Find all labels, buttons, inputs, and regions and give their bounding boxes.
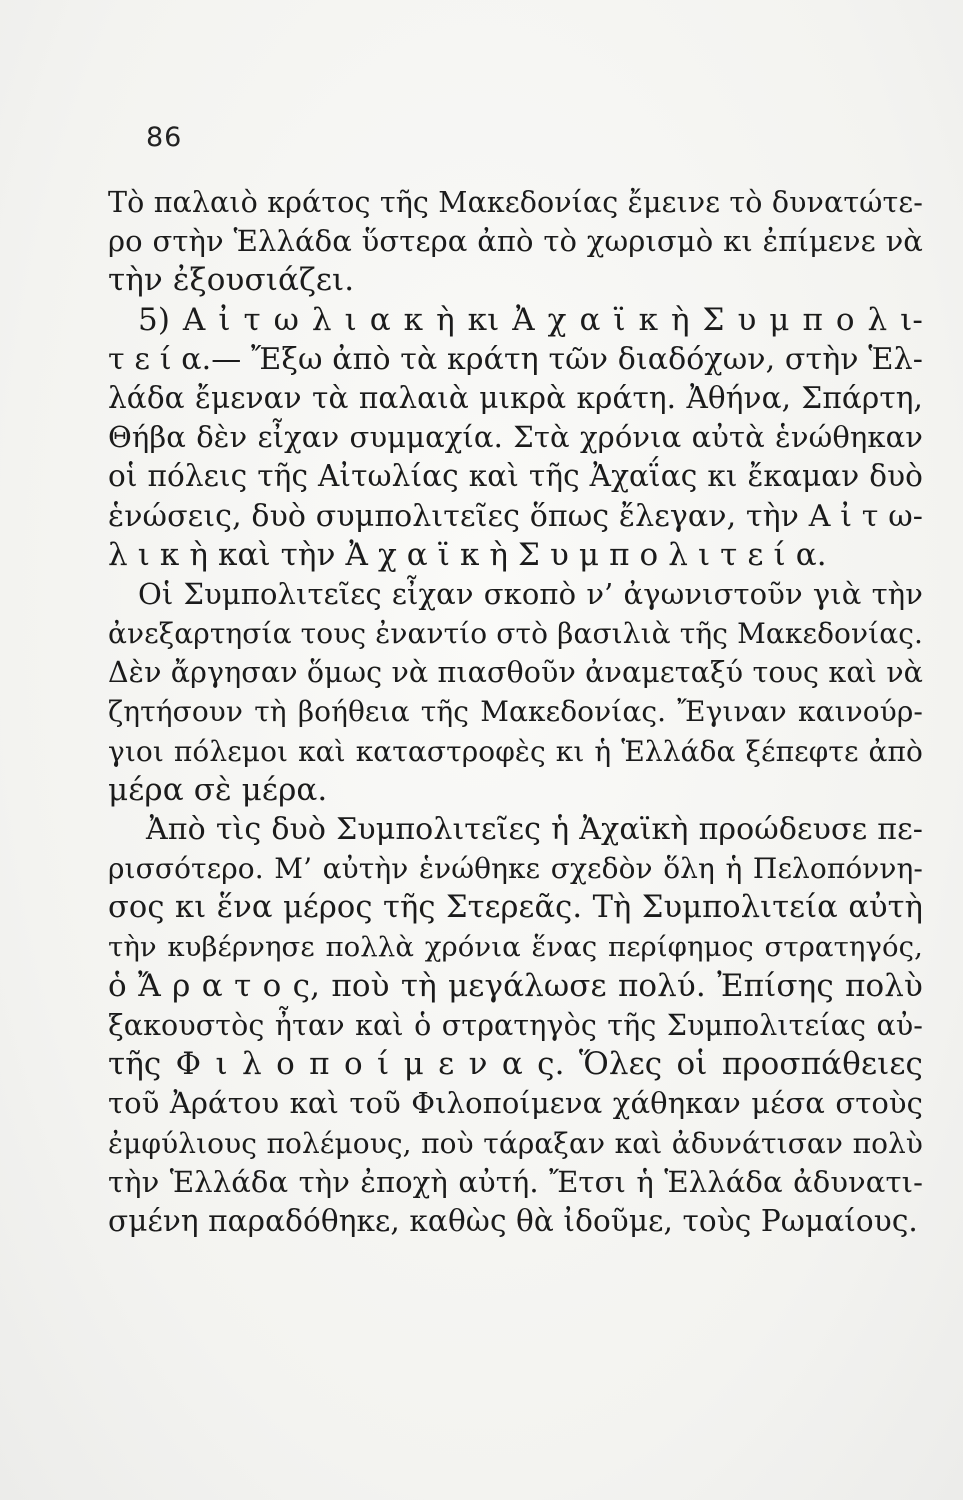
text-line: ἐμφύλιους πολέμους, ποὺ τάραξαν καὶ ἀδυνάτισαν πολὺ [108,1126,923,1160]
text-line: ξακουστὸς ἦταν καὶ ὁ στρατηγὸς τῆς Συμπολιτείας αὐ- [108,1008,923,1042]
text-line: τὴν κυβέρνησε πολλὰ χρόνια ἕνας περίφημος στρατηγός, [108,930,923,963]
text-line: Τὸ παλαιὸ κράτος τῆς Μακεδονίας ἔμεινε τὸ δυνατώτε- [108,186,923,219]
text-line: σμένη παραδόθηκε, καθὼς θὰ ἰδοῦμε, τοὺς Ρωμαίους. [108,1203,918,1238]
text-line: γιοι πόλεμοι καὶ καταστροφὲς κι ἡ Ἑλλάδα ξέπεφτε ἀπὸ [108,734,923,768]
text-line: τοῦ Ἀράτου καὶ τοῦ Φιλοποίμενα χάθηκαν μέσα στοὺς [108,1086,923,1121]
text-line: ὁ Ἄ ρ α τ ο ς, ποὺ τὴ μεγάλωσε πολύ. Ἐπίσης πολὺ [108,967,923,1004]
text-line: Οἱ Συμπολιτεῖες εἶχαν σκοπὸ ν’ ἀγωνιστοῦν γιὰ τὴν [138,576,923,611]
text-line: τ ε ί α.— Ἔξω ἀπὸ τὰ κράτη τῶν διαδόχων, στὴν Ἑλ- [108,341,923,377]
text-line: ἑνώσεις, δυὸ συμπολιτεῖες ὅπως ἔλεγαν, τὴν Α ἰ τ ω- [108,498,923,534]
text-line: λ ι κ ὴ καὶ τὴν Ἀ χ α ϊ κ ὴ Σ υ μ π ο λ ι τ ε ί α. [108,536,827,573]
section-heading-line: 5) Α ἰ τ ω λ ι α κ ὴ κι Ἀ χ α ϊ κ ὴ Σ υ μ π ο λ ι- [138,301,923,338]
page-number: 86 [146,122,183,153]
text-line: ρο στὴν Ἑλλάδα ὕστερα ἀπὸ τὸ χωρισμὸ κι ἐπίμενε νὰ [108,224,923,259]
text-line: μέρα σὲ μέρα. [108,771,328,808]
text-line: τὴν Ἑλλάδα τὴν ἐποχὴ αὐτή. Ἔτσι ἡ Ἑλλάδα ἀδυνατι- [108,1164,923,1199]
text-line: τὴν ἐξουσιάζει. [108,262,355,299]
text-line: σος κι ἕνα μέρος τῆς Στερεᾶς. Τὴ Συμπολιτεία αὐτὴ [108,890,923,926]
text-line: λάδα ἔμεναν τὰ παλαιὰ μικρὰ κράτη. Ἀθήνα, Σπάρτη, [108,380,923,415]
text-line: Δὲν ἄργησαν ὅμως νὰ πιασθοῦν ἀναμεταξύ τους καὶ νὰ [108,656,923,690]
text-line: ρισσότερο. Μ’ αὐτὴν ἑνώθηκε σχεδὸν ὅλη ἡ Πελοπόννη- [108,852,923,886]
text-line: ἀνεξαρτησία τους ἐναντίο στὸ βασιλιὰ τῆς Μακεδονίας. [108,617,923,651]
text-line: ζητήσουν τὴ βοήθεια τῆς Μακεδονίας. Ἔγιναν καινούρ- [108,695,923,729]
text-line: Ἀπὸ τὶς δυὸ Συμπολιτεῖες ἡ Ἀχαϊκὴ προώδευσε πε- [146,812,923,847]
text-line: Θήβα δὲν εἶχαν συμμαχία. Στὰ χρόνια αὐτὰ ἑνώθηκαν [108,420,923,455]
text-line: τῆς Φ ι λ ο π ο ί μ ε ν α ς. Ὅλες οἱ προσπάθειες [108,1046,923,1083]
body-text [108,183,923,1241]
text-line: οἱ πόλεις τῆς Αἰτωλίας καὶ τῆς Ἀχαΐας κι ἔκαμαν δυὸ [108,459,923,494]
